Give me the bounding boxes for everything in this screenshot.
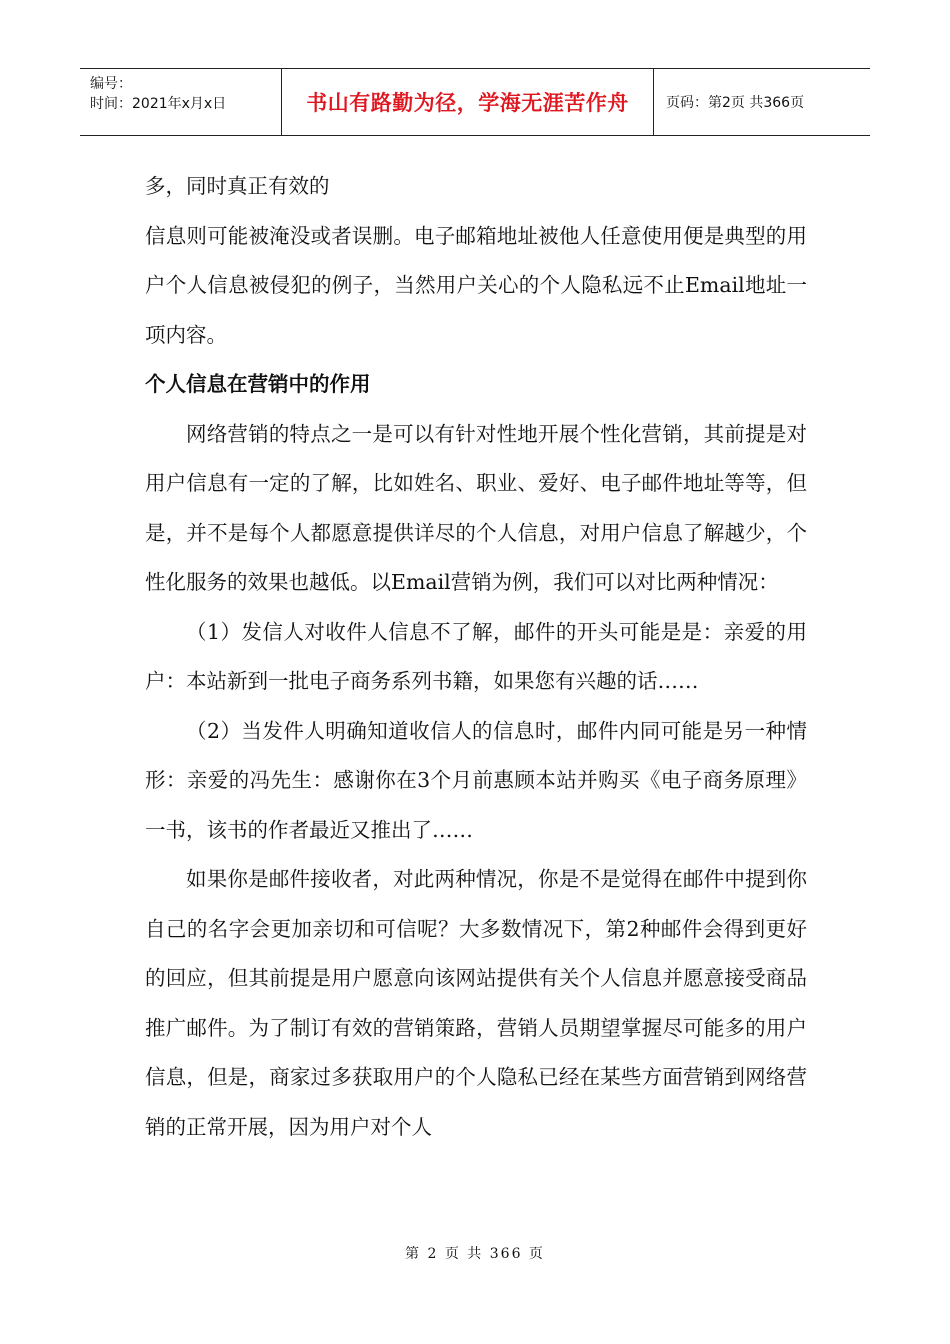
header-page-info: 页码：第2页 共366页 xyxy=(666,95,805,111)
paragraph: （1）发信人对收件人信息不了解，邮件的开头可能是是：亲爱的用户：本站新到一批电子商务系列书籍，如果您有兴趣的话…… xyxy=(145,619,807,693)
section-heading: 个人信息在营销中的作用 xyxy=(145,372,371,396)
time-label: 时间：2021年x月x日 xyxy=(90,96,227,112)
document-body xyxy=(145,162,807,1152)
page-header xyxy=(80,68,870,136)
page-footer: 第 2 页 共 366 页 xyxy=(405,1246,545,1262)
paragraph: 如果你是邮件接收者，对此两种情况，你是不是觉得在邮件中提到你自己的名字会更加亲切和可信呢？大多数情况下，第2种邮件会得到更好的回应，但其前提是用户愿意向该网站提供有关个人信息并愿意接受商品推广邮件。为了制订有效的营销策路，营销人员期望掌握尽可能多的用户信息，但是，商家过多获取用户的个人隐私已经在某些方面营销到网络营销的正常开展，因为用户对个人 xyxy=(145,867,807,1139)
paragraph: 网络营销的特点之一是可以有针对性地开展个性化营销，其前提是对用户信息有一定的了解，比如姓名、职业、爱好、电子邮件地址等等，但是，并不是每个人都愿意提供详尽的个人信息，对用户信息了解越少，个性化服务的效果也越低。以Email营销为例，我们可以对比两种情况： xyxy=(145,421,807,594)
header-motto: 书山有路勤为径，学海无涯苦作舟 xyxy=(282,69,654,135)
paragraph: 信息则可能被淹没或者误删。电子邮箱地址被他人任意使用便是典型的用户个人信息被侵犯的例子，当然用户关心的个人隐私远不止Email地址一项内容。 xyxy=(145,223,807,347)
number-label: 编号： xyxy=(90,76,132,92)
paragraph: （2）当发件人明确知道收信人的信息时，邮件内同可能是另一种情形：亲爱的冯先生：感谢你在3个月前惠顾本站并购买《电子商务原理》一书，该书的作者最近又推出了…… xyxy=(145,718,807,842)
paragraph: 多，同时真正有效的 xyxy=(145,174,330,198)
header-meta-cell xyxy=(80,69,282,135)
